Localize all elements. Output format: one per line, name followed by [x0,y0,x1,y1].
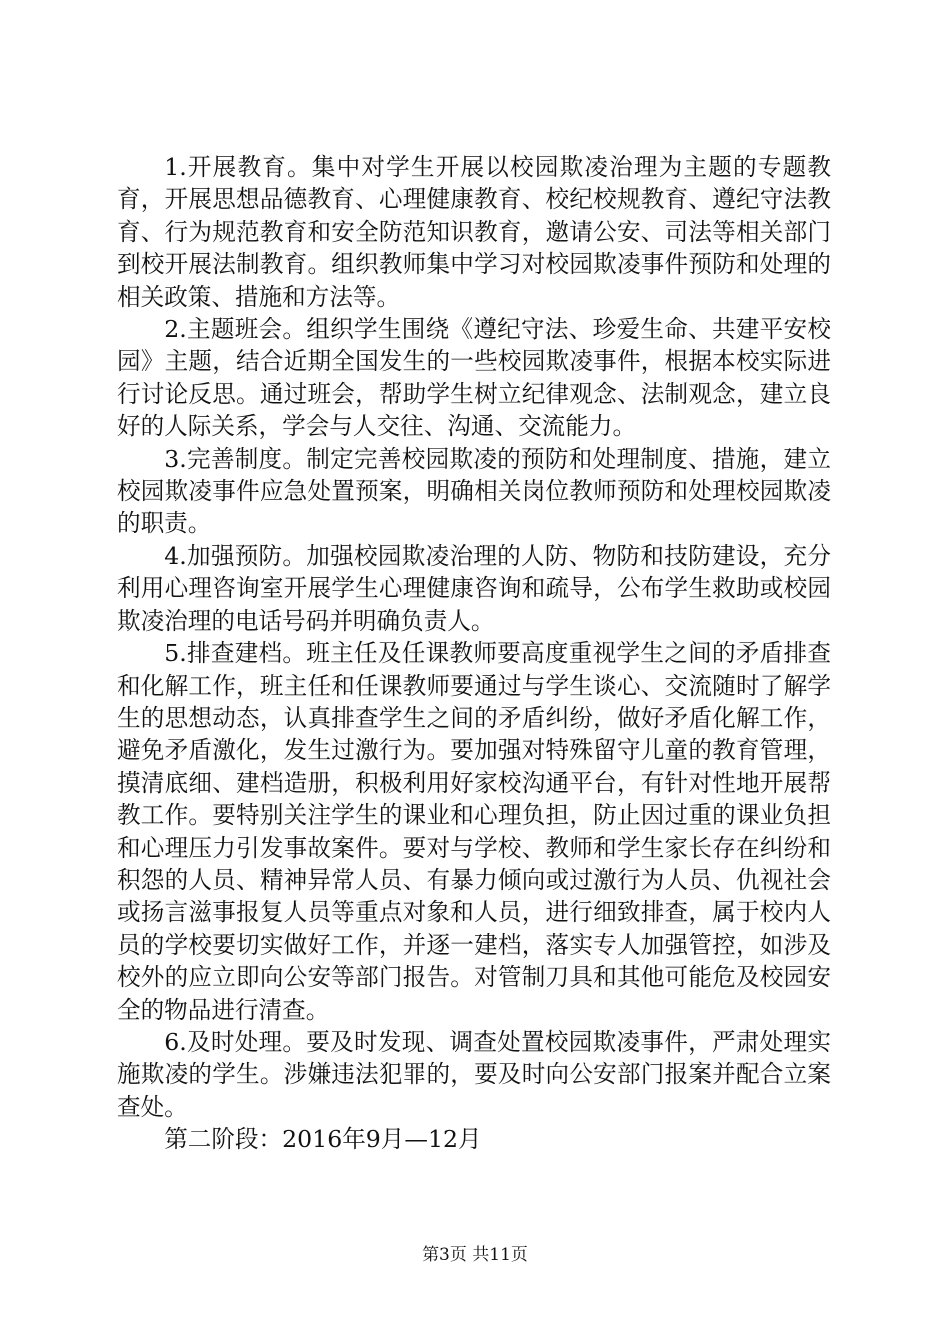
paragraph-stage-two: 第二阶段：2016年9月—12月 [164,1125,482,1154]
paragraph-education: 1.开展教育。集中对学生开展以校园欺凌治理为主题的专题教育，开展思想品德教育、心理健康教育、校纪校规教育、遵纪守法教育、行为规范教育和安全防范知识教育，邀请公安、司法等相关部门到校开展法制教育。组织教师集中学习对校园欺凌事件预防和处理的相关政策、措施和方法等。 [117,153,831,311]
paragraph-handling: 6.及时处理。要及时发现、调查处置校园欺凌事件，严肃处理实施欺凌的学生。涉嫌违法犯罪的，要及时向公安部门报案并配合立案查处。 [117,1027,831,1121]
document-body [117,151,831,1156]
paragraph-class-meeting: 2.主题班会。组织学生围绕《遵纪守法、珍爱生命、共建平安校园》主题，结合近期全国发生的一些校园欺凌事件，根据本校实际进行讨论反思。通过班会，帮助学生树立纪律观念、法制观念，建立良好的人际关系，学会与人交往、沟通、交流能力。 [117,315,831,441]
page-number-footer: 第3页 共11页 [422,1245,528,1265]
paragraph-system: 3.完善制度。制定完善校园欺凌的预防和处理制度、措施，建立校园欺凌事件应急处置预案，明确相关岗位教师预防和处理校园欺凌的职责。 [117,444,831,538]
paragraph-investigation: 5.排查建档。班主任及任课教师要高度重视学生之间的矛盾排查和化解工作，班主任和任课教师要通过与学生谈心、交流随时了解学生的思想动态，认真排查学生之间的矛盾纠纷，做好矛盾化解工作，避免矛盾激化，发生过激行为。要加强对特殊留守儿童的教育管理，摸清底细、建档造册，积极利用好家校沟通平台，有针对性地开展帮教工作。要特别关注学生的课业和心理负担，防止因过重的课业负担和心理压力引发事故案件。要对与学校、教师和学生家长存在纠纷和积怨的人员、精神异常人员、有暴力倾向或过激行为人员、仇视社会或扬言滋事报复人员等重点对象和人员，进行细致排查，属于校内人员的学校要切实做好工作，并逐一建档，落实专人加强管控，如涉及校外的应立即向公安等部门报告。对管制刀具和其他可能危及校园安全的物品进行清查。 [117,639,831,1024]
paragraph-prevention: 4.加强预防。加强校园欺凌治理的人防、物防和技防建设，充分利用心理咨询室开展学生心理健康咨询和疏导，公布学生救助或校园欺凌治理的电话号码并明确负责人。 [117,541,831,635]
